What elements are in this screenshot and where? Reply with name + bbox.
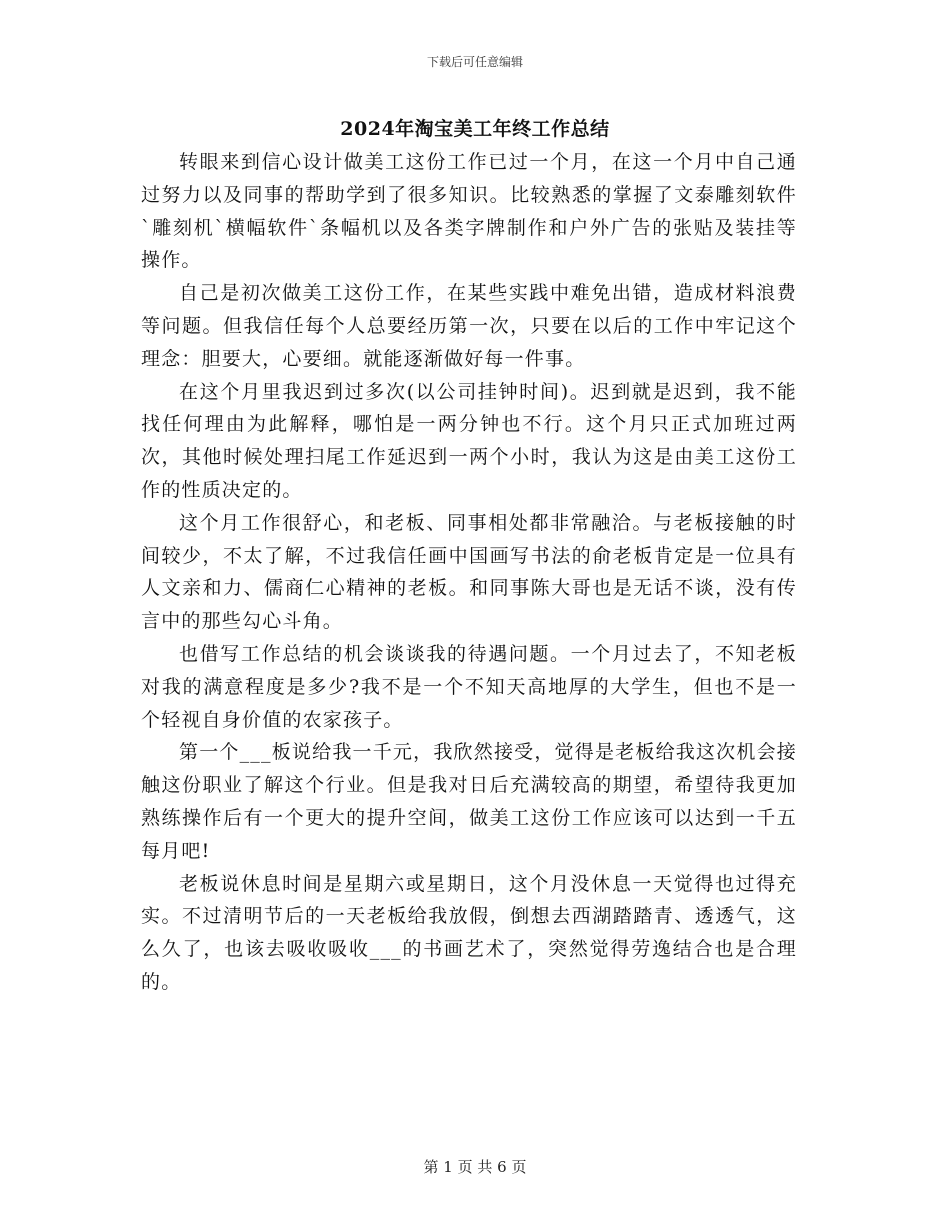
document-title: 2024年淘宝美工年终工作总结 [340, 118, 610, 140]
paragraph: 也借写工作总结的机会谈谈我的待遇问题。一个月过去了，不知老板对我的满意程度是多少?我不是一个不知天高地厚的大学生，但也不是一个轻视自身价值的农家孩子。 [141, 642, 797, 731]
paragraph: 自己是初次做美工这份工作，在某些实践中难免出错，造成材料浪费等问题。但我信任每个人总要经历第一次，只要在以后的工作中牢记这个理念：胆要大，心要细。就能逐渐做好每一件事。 [141, 282, 797, 370]
paragraph: 转眼来到信心设计做美工这份工作已过一个月，在这一个月中自己通过努力以及同事的帮助学到了很多知识。比较熟悉的掌握了文泰雕刻软件`雕刻机`横幅软件`条幅机以及各类字牌制作和户外广告的张贴及装挂等操作。 [141, 151, 797, 272]
paragraph: 老板说休息时间是星期六或星期日，这个月没休息一天觉得也过得充实。不过清明节后的一天老板给我放假，倒想去西湖踏踏青、透透气，这么久了，也该去吸收吸收___的书画艺术了，突然觉得劳逸结合也是合理的。 [141, 872, 797, 993]
paragraph: 这个月工作很舒心，和老板、同事相处都非常融洽。与老板接触的时间较少，不太了解，不过我信任画中国画写书法的俞老板肯定是一位具有人文亲和力、儒商仁心精神的老板。和同事陈大哥也是无话不谈，没有传言中的那些勾心斗角。 [141, 511, 797, 633]
page-header-note: 下载后可任意编辑 [426, 55, 523, 69]
paragraph: 第一个___板说给我一千元，我欣然接受，觉得是老板给我这次机会接触这份职业了解这个行业。但是我对日后充满较高的期望，希望待我更加熟练操作后有一个更大的提升空间，做美工这份工作应该可以达到一千五每月吧! [141, 741, 797, 862]
paragraph: 在这个月里我迟到过多次(以公司挂钟时间)。迟到就是迟到，我不能找任何理由为此解释，哪怕是一两分钟也不行。这个月只正式加班过两次，其他时候处理扫尾工作延迟到一两个小时，我认为这是由美工这份工作的性质决定的。 [141, 380, 797, 501]
document-body [141, 146, 797, 999]
page-footer-page-number: 第 1 页 共 6 页 [423, 1158, 527, 1176]
